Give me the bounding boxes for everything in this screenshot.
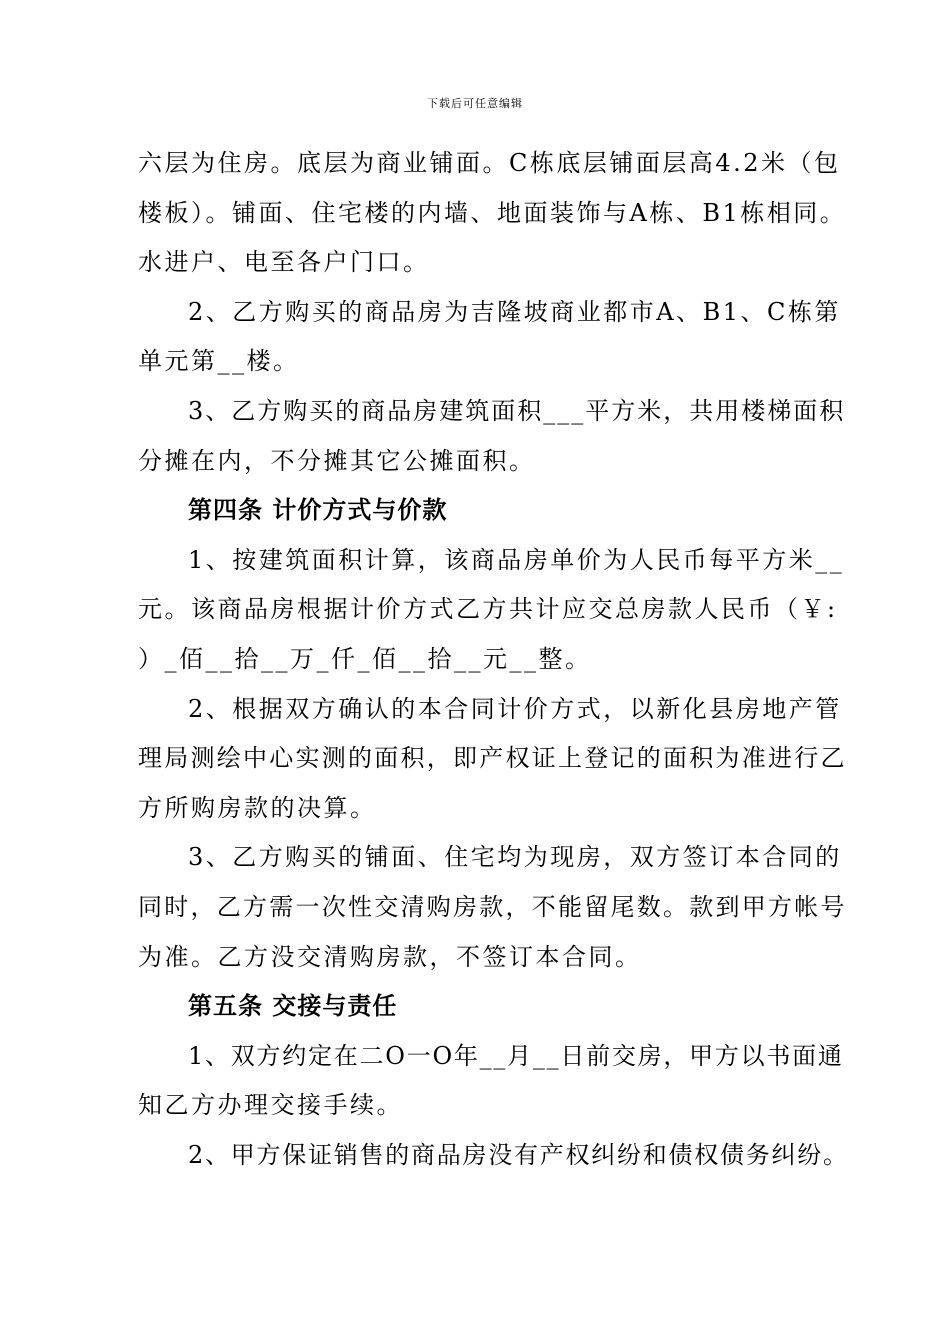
clause-1-line: 1、双方约定在二O一O年__月__日前交房，甲方以书面通	[188, 1041, 844, 1070]
body-line: 单元第__楼。	[138, 347, 300, 376]
body-line: 元。该商品房根据计价方式乙方共计应交总房款人民币（￥:	[138, 595, 838, 624]
body-line: 分摊在内，不分摊其它公摊面积。	[138, 446, 536, 475]
clause-1-line: 1、按建筑面积计算，该商品房单价为人民币每平方米__	[188, 545, 845, 574]
article-4-heading: 第四条 计价方式与价款	[188, 496, 448, 525]
body-line: 六层为住房。底层为商业铺面。C栋底层铺面层高4.2米（包	[138, 149, 841, 177]
body-line: ）_佰__拾__万_仟_佰__拾__元__整。	[138, 644, 592, 673]
body-line: 知乙方办理交接手续。	[138, 1091, 403, 1120]
body-line: 理局测绘中心实测的面积，即产权证上登记的面积为准进行乙	[138, 744, 847, 773]
body-line: 方所购房款的决算。	[138, 793, 377, 822]
clause-2-line: 2、根据双方确认的本合同计价方式，以新化县房地产管	[188, 694, 842, 723]
page-header: 下载后可任意编辑	[427, 97, 523, 110]
clause-3-line: 3、乙方购买的商品房建筑面积___平方米，共用楼梯面积	[188, 396, 846, 425]
clause-2-line: 2、甲方保证销售的商品房没有产权纠纷和债权债务纠纷。	[188, 1140, 849, 1169]
body-line: 楼板）。铺面、住宅楼的内墙、地面装饰与A栋、B1栋相同。	[138, 198, 847, 227]
document-body	[138, 139, 850, 1180]
clause-2-line: 2、乙方购买的商品房为吉隆坡商业都市A、B1、C栋第	[188, 297, 841, 326]
clause-3-line: 3、乙方购买的铺面、住宅均为现房，双方签订本合同的	[188, 843, 842, 872]
body-line: 同时，乙方需一次性交清购房款，不能留尾数。款到甲方帐号	[138, 892, 847, 921]
article-5-heading: 第五条 交接与责任	[188, 992, 398, 1021]
body-line: 为准。乙方没交清购房款，不签订本合同。	[138, 942, 642, 971]
body-line: 水进户、电至各户门口。	[138, 248, 430, 277]
